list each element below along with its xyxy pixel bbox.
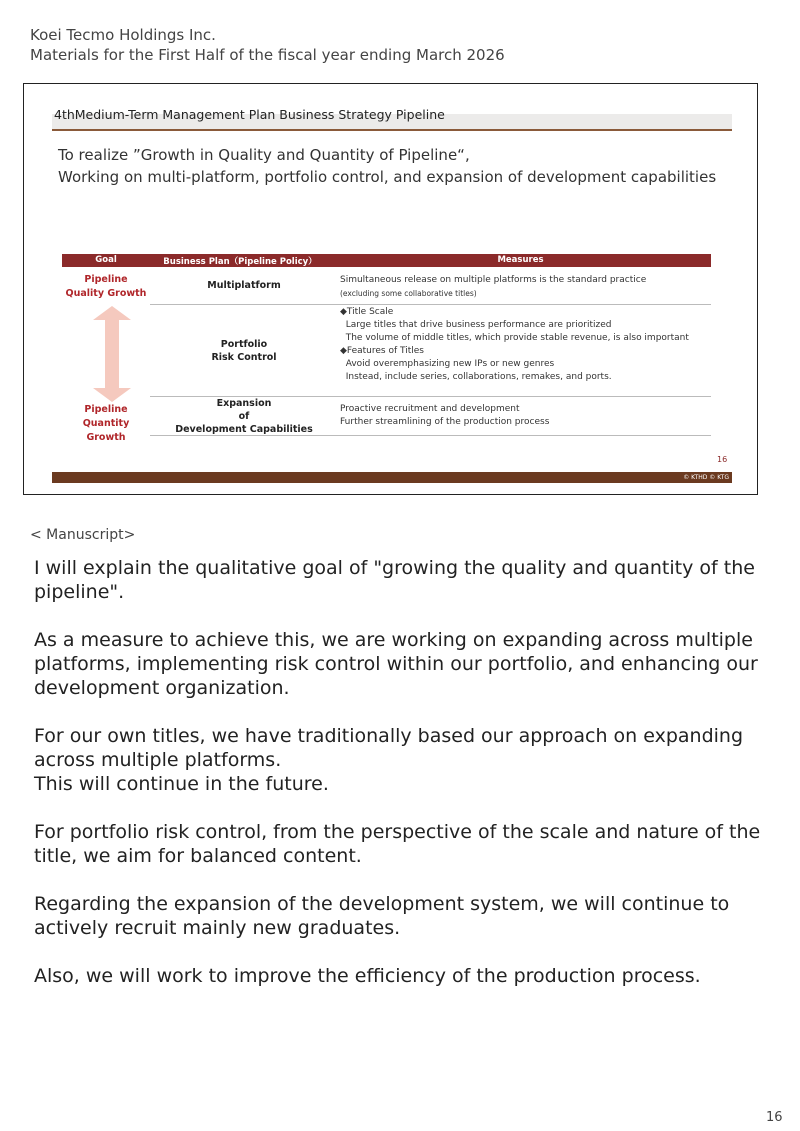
measures-portfolio [340,306,689,384]
manuscript-paragraph: For our own titles, we have traditionally based our approach on expanding across multiple platforms. This will continue in the future. [34,725,744,795]
double-arrow-icon [91,304,133,404]
plan-dev-line-3: Development Capabilities [175,424,313,435]
manuscript-paragraph: Regarding the expansion of the development system, we will continue to actively recruit mainly new graduates. [34,893,730,939]
measure-item: Avoid overemphasizing new IPs or new genres [340,359,555,369]
manuscript-paragraph: For portfolio risk control, from the perspective of the scale and nature of the title, we aim for balanced content. [34,821,761,867]
goal-quality [62,273,150,301]
goal-quality-line-2: Quality Growth [65,288,147,299]
row-divider [150,304,711,305]
measures-multiplatform [340,274,646,300]
row-divider [150,435,711,436]
measure-item: ◆Features of Titles [340,346,424,356]
plan-dev-line-1: Expansion [216,398,272,409]
plan-development-capabilities [150,397,338,436]
header-goal: Goal [95,255,117,265]
manuscript-paragraph: As a measure to achieve this, we are working on expanding across multiple platforms, implementing risk control within our portfolio, and enhancing our development organization. [34,629,758,699]
plan-multiplatform [150,279,338,292]
measure-item: ◆Title Scale [340,307,394,317]
table-header [62,254,711,267]
slide-page-number: 16 [717,455,728,464]
slide-footer-bar [52,472,732,483]
measure-item: Further streamlining of the production process [340,417,550,427]
manuscript-paragraph: I will explain the qualitative goal of "growing the quality and quantity of the pipeline". [34,557,755,603]
slide-title: 4thMedium-Term Management Plan Business Strategy Pipeline [54,107,445,122]
manuscript-label: < Manuscript> [30,527,136,543]
header-measures: Measures [497,255,544,265]
goal-quantity [62,403,150,445]
header-business-plan: Business Plan（Pipeline Policy） [163,257,317,267]
plan-portfolio-risk-control [150,338,338,364]
slide-subtitle-line-2: Working on multi-platform, portfolio control, and expansion of development capabilities [58,168,717,186]
page-number: 16 [766,1110,783,1125]
manuscript-body [34,556,774,1012]
slide-subtitle-line-1: To realize ”Growth in Quality and Quantity of Pipeline“, [58,146,470,164]
measure-item: Instead, include series, collaborations, remakes, and ports. [340,372,612,382]
slide-frame [23,83,758,495]
measure-item: Proactive recruitment and development [340,404,520,414]
plan-portfolio-line-2: Risk Control [211,352,277,363]
measure-item: Large titles that drive business performance are prioritized [340,320,612,330]
manuscript-paragraph: Also, we will work to improve the efficiency of the production process. [34,965,701,987]
document-title: Materials for the First Half of the fiscal year ending March 2026 [30,46,505,64]
goal-quantity-line-1: Pipeline [84,404,128,415]
measures-development [340,403,549,429]
plan-portfolio-line-1: Portfolio [220,339,268,350]
slide-title-underline [52,129,732,131]
company-name: Koei Tecmo Holdings Inc. [30,26,216,44]
slide-subtitle [58,144,716,188]
plan-multiplatform-label: Multiplatform [207,280,281,291]
measure-item: The volume of middle titles, which provide stable revenue, is also important [340,333,689,343]
goal-quantity-line-2: Quantity Growth [82,418,130,443]
page-header [30,25,505,65]
goal-quality-line-1: Pipeline [84,274,128,285]
measure-note: (excluding some collaborative titles) [340,289,477,298]
measure-item: Simultaneous release on multiple platforms is the standard practice [340,275,647,285]
copyright: © KTHD © KTG [683,474,729,481]
plan-dev-line-2: of [238,411,250,422]
